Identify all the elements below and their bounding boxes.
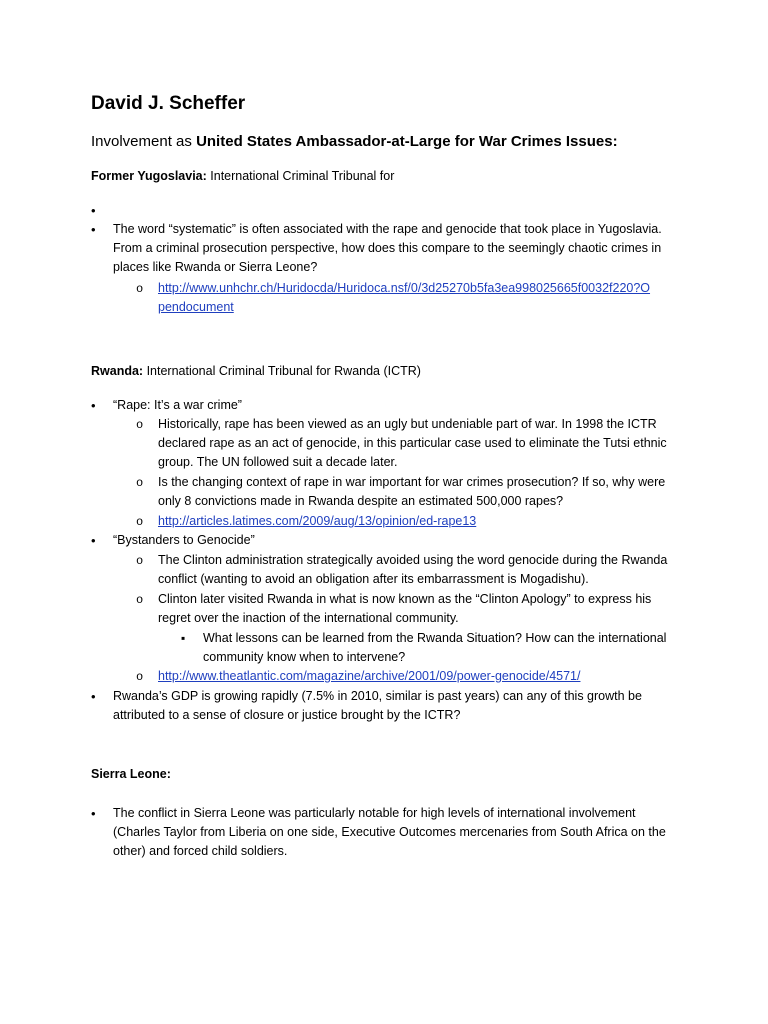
list-item: Historically, rape has been viewed as an ugly but undeniable part of war. In 1998 the ICTR declared rape as an act of genocide, in this particular case used to eliminate the Tutsi ethnic group. The UN followed suit a decade later. [158, 417, 667, 469]
unhchr-link[interactable]: http://www.unhchr.ch/Huridocda/Huridoca.nsf/0/3d25270b5fa3ea998025665f0032f220?O pendocument [158, 281, 651, 314]
list-item: “Rape: It’s a war crime” [113, 398, 242, 412]
bullet-marker [91, 687, 111, 707]
bullet-marker [91, 201, 111, 221]
page-title: David J. Scheffer [91, 93, 246, 114]
section-label: Former Yugoslavia: [91, 169, 207, 183]
section-yugoslavia-heading [91, 167, 394, 186]
list-item: Is the changing context of rape in war important for war crimes prosecution? If so, why were only 8 convictions made in Rwanda despite an estimated 500,000 rapes? [158, 475, 666, 508]
bullet-marker [91, 804, 111, 824]
section-rest: International Criminal Tribunal for Rwanda (ICTR) [143, 364, 421, 378]
role-title: United States Ambassador-at-Large for War Crimes Issues: [196, 133, 618, 150]
list-item: Rwanda’s GDP is growing rapidly (7.5% in 2010, similar is past years) can any of this growth be attributed to a sense of closure or justice brought by the ICTR? [113, 689, 642, 722]
list-item: The word “systematic” is often associated with the rape and genocide that took place in Yugoslavia. From a criminal prosecution perspective, how does this compare to the seemingly chaotic crimes in places like Rwanda or Sierra Leone? [113, 222, 662, 274]
bullet-marker [91, 531, 111, 551]
list-item-link[interactable] [158, 667, 683, 686]
list-item: The conflict in Sierra Leone was particularly notable for high levels of international involvement (Charles Taylor from Liberia on one side, Executive Outcomes mercenaries from South Africa on the other) and forced child soldiers. [113, 806, 666, 858]
section-rwanda-heading [91, 362, 421, 381]
sub-bullet-marker [136, 279, 156, 299]
bullet-marker [91, 220, 111, 240]
list-item: The Clinton administration strategically avoided using the word genocide during the Rwanda conflict (wanting to avoid an obligation after its embarrassment is Mogadishu). [158, 553, 668, 586]
section-label: Rwanda: [91, 364, 144, 378]
role-heading [91, 131, 618, 153]
list-item: Clinton later visited Rwanda in what is now known as the “Clinton Apology” to express his regret over the inaction of the international community. [158, 592, 652, 625]
sub-bullet-marker [136, 551, 156, 571]
theatlantic-link[interactable]: http://www.theatlantic.com/magazine/archive/2001/09/power-genocide/4571/ [158, 669, 581, 683]
section-sierra-leone-heading [91, 765, 171, 784]
section-label: Sierra Leone: [91, 767, 171, 781]
sub-sub-bullet-marker [181, 629, 199, 648]
latimes-link[interactable]: http://articles.latimes.com/2009/aug/13/opinion/ed-rape13 [158, 514, 477, 528]
list-item: “Bystanders to Genocide” [113, 533, 255, 547]
sub-bullet-marker [136, 473, 156, 493]
list-item-link[interactable] [158, 512, 683, 531]
section-rest: International Criminal Tribunal for [206, 169, 395, 183]
sub-bullet-marker [136, 512, 156, 532]
list-item-link[interactable] [158, 279, 683, 317]
list-item: What lessons can be learned from the Rwanda Situation? How can the international community know when to intervene? [203, 631, 667, 664]
sub-bullet-marker [136, 415, 156, 435]
sub-bullet-marker [136, 590, 156, 610]
role-prefix: Involvement as [91, 133, 197, 150]
sub-bullet-marker [136, 667, 156, 687]
bullet-marker [91, 396, 111, 416]
